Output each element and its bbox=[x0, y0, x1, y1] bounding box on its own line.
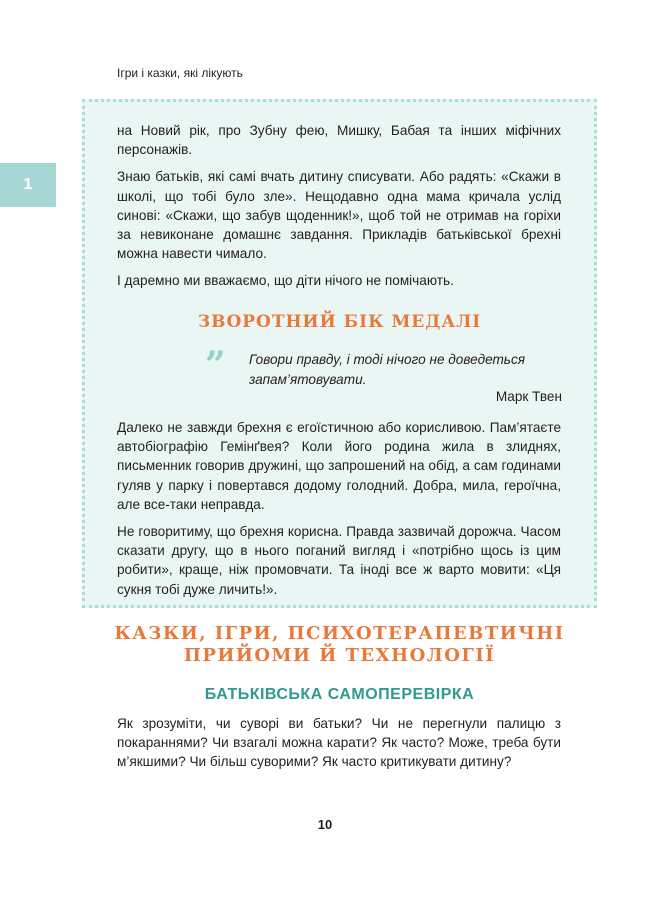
chapter-heading-line-2: ПРИЙОМИ Й ТЕХНОЛОГІЇ bbox=[183, 645, 496, 666]
paragraph: Не говоритиму, що брехня корисна. Правда зазвичай дорожча. Часом сказати другу, що в нього поганий вигляд і «потрібно щось із цим робити», краще, ніж промовчати. Та іноді все ж варто мовити: «Ця сукня тобі дуже личить!». bbox=[117, 524, 561, 597]
chapter-heading-line-1: КАЗКИ, ІГРИ, ПСИХОТЕРАПЕВТИЧНІ bbox=[114, 623, 565, 644]
paragraph: Далеко не завжди брехня є егоїстичною або корисливою. Пам’ятаєте автобіографію Гемінґвея? Коли його родина жила в злиднях, письменник говорив дружині, що запрошений на обід, а сам годинами гуляв у парку і повертався додому голодний. Добра, мила, героїчна, але все-таки неправда. bbox=[117, 420, 561, 512]
panel-body-text bbox=[117, 418, 561, 607]
page-number: 10 bbox=[317, 817, 333, 832]
quote-mark-icon: ” bbox=[205, 344, 226, 386]
chapter-tab: 1 bbox=[0, 163, 56, 207]
panel-intro-text bbox=[117, 121, 561, 299]
paragraph: І даремно ми вважаємо, що діти нічого не помічають. bbox=[117, 273, 454, 289]
paragraph: на Новий рік, про Зубну фею, Мишку, Бабая та інших міфічних персонажів. bbox=[117, 123, 561, 158]
epigraph-quote: Говори правду, і тоді нічого не доведеться запам’ятовувати. bbox=[249, 352, 526, 387]
paragraph: Як зрозуміти, чи суворі ви батьки? Чи не перегнули палицю з покараннями? Чи взагалі можна карати? Як часто? Може, треба бути м’якшими? Чи більш суворими? Як часто критикувати дитину? bbox=[117, 716, 561, 770]
body-text bbox=[117, 714, 561, 780]
running-head: Ігри і казки, які лікують bbox=[117, 66, 243, 80]
epigraph-author: Марк Твен bbox=[495, 389, 562, 404]
paragraph: Знаю батьків, які самі вчать дитину списувати. Або радять: «Скажи в школі, що тобі було зле». Нещодавно одна мама кричала услід синові: «Скажи, що забув щоденник!», щоб той не отримав на горіхи за невиконане домашнє завдання. Прикладів батьківської брехні можна навести чимало. bbox=[117, 169, 561, 262]
subheading: БАТЬКІВСЬКА САМОПЕРЕВІРКА bbox=[204, 686, 475, 703]
section-heading: ЗВОРОТНИЙ БІК МЕДАЛІ bbox=[197, 312, 482, 332]
